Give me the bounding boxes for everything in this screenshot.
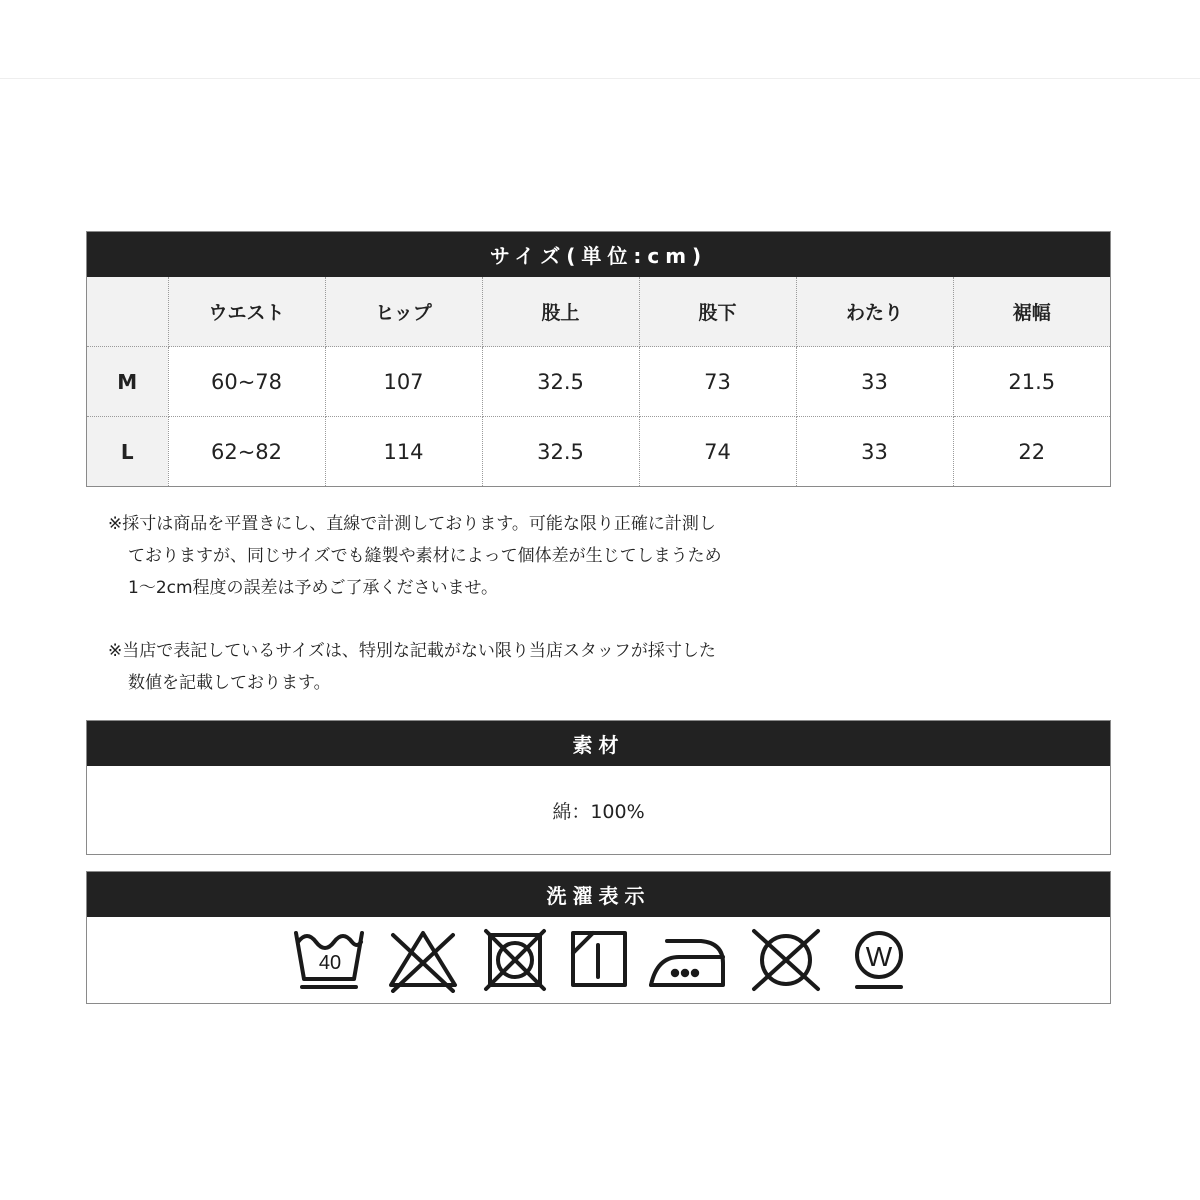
column-header-waist: ウエスト	[168, 277, 325, 347]
column-header-rise: 股上	[482, 277, 639, 347]
size-section	[86, 231, 1111, 487]
table-cell: 33	[796, 347, 953, 417]
row-label-size: M	[87, 347, 168, 417]
note-sizing	[108, 635, 828, 699]
measurement-notes	[108, 508, 828, 730]
wash-temperature-label: 40	[318, 952, 342, 974]
gentle-wet-clean-icon	[839, 927, 919, 993]
table-cell: 21.5	[953, 347, 1110, 417]
material-section	[86, 720, 1111, 855]
size-section-title: サイズ(単位:cm)	[87, 232, 1110, 277]
care-section-title: 洗濯表示	[87, 872, 1110, 917]
column-header-hip: ヒップ	[325, 277, 482, 347]
table-cell: 22	[953, 417, 1110, 487]
table-cell: 114	[325, 417, 482, 487]
column-header-hem-width: 裾幅	[953, 277, 1110, 347]
table-cell: 32.5	[482, 417, 639, 487]
note-line: ておりますが、同じサイズでも縫製や素材によって個体差が生じてしまうため	[128, 546, 722, 566]
material-section-title: 素材	[87, 721, 1110, 766]
size-table-corner	[87, 277, 168, 347]
no-bleach-icon	[383, 927, 463, 993]
iron-low-icon	[649, 927, 729, 993]
size-table-header-row	[87, 277, 1110, 347]
row-label-size: L	[87, 417, 168, 487]
table-row	[87, 417, 1110, 487]
size-table	[87, 277, 1110, 486]
column-header-thigh: わたり	[796, 277, 953, 347]
column-header-inseam: 股下	[639, 277, 796, 347]
table-cell: 107	[325, 347, 482, 417]
note-line: 1～2cm程度の誤差は予めご了承くださいませ。	[128, 578, 499, 598]
note-line: ※当店で表記しているサイズは、特別な記載がない限り当店スタッフが採寸した	[108, 641, 716, 661]
table-cell: 32.5	[482, 347, 639, 417]
note-line: 数値を記載しております。	[128, 673, 331, 693]
wet-clean-letter: W	[865, 941, 893, 972]
table-cell: 74	[639, 417, 796, 487]
table-row	[87, 347, 1110, 417]
material-content: 綿：100%	[552, 800, 645, 823]
top-divider	[0, 78, 1200, 79]
table-cell: 60~78	[168, 347, 325, 417]
note-line: ※採寸は商品を平置きにし、直線で計測しております。可能な限り正確に計測し	[108, 514, 716, 534]
line-dry-shade-icon	[560, 927, 640, 993]
care-icons-row	[87, 917, 1110, 1003]
table-cell: 62~82	[168, 417, 325, 487]
no-tumble-dry-icon	[475, 927, 555, 993]
note-measurement	[108, 508, 828, 604]
wash-40-tub-icon	[290, 927, 370, 993]
table-cell: 73	[639, 347, 796, 417]
care-section	[86, 871, 1111, 1004]
table-cell: 33	[796, 417, 953, 487]
no-dry-clean-icon	[746, 927, 826, 993]
